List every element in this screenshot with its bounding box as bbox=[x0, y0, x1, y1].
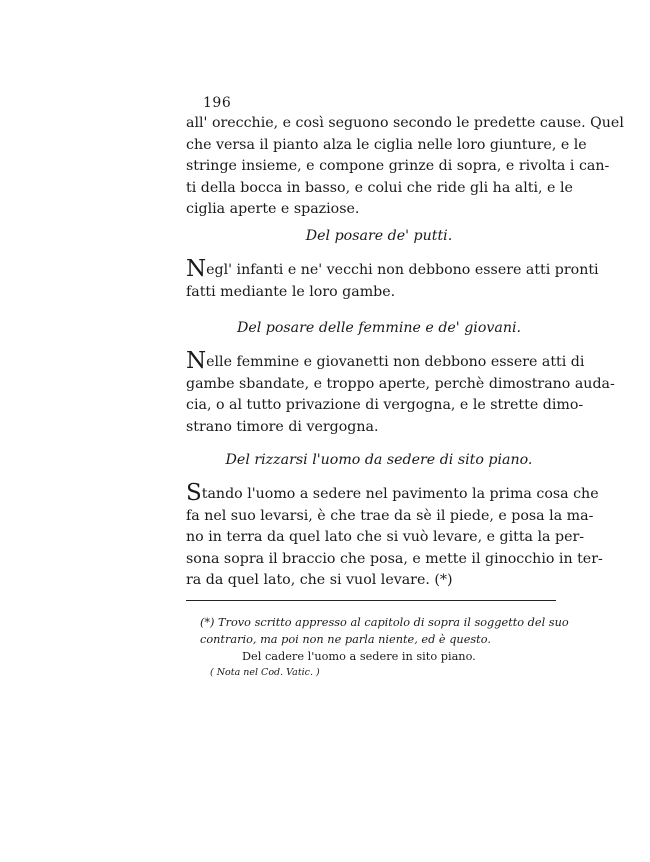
section-heading-rizzarsi: Del rizzarsi l'uomo da sedere di sito piano. bbox=[225, 452, 533, 468]
text-line: all' orecchie, e così seguono secondo le predette cause. Quel bbox=[186, 115, 624, 131]
drop-cap: N bbox=[186, 256, 207, 282]
text-line: ti della bocca in basso, e colui che ride gli ha alti, e le bbox=[186, 179, 573, 196]
section-heading-putti: Del posare de' putti. bbox=[305, 228, 453, 244]
text-line: fatti mediante le loro gambe. bbox=[186, 283, 396, 300]
text-line: no in terra da quel lato che si vuò levare, e gitta la per- bbox=[186, 529, 585, 546]
footnote-line: (*) Trovo scritto appresso al capitolo di sopra il soggetto del suo bbox=[200, 616, 569, 629]
text-line: stringe insieme, e compone grinze di sopra, e rivolta i can- bbox=[186, 158, 610, 175]
text-line: tando l'uomo a sedere nel pavimento la prima cosa che bbox=[201, 486, 599, 502]
text-line: ra da quel lato, che si vuol levare. (*) bbox=[186, 572, 453, 589]
footnote-line: Del cadere l'uomo a sedere in sito piano. bbox=[242, 650, 476, 663]
text-line: gambe sbandate, e troppo aperte, perchè dimostrano auda- bbox=[186, 375, 615, 392]
paragraph-putti bbox=[186, 256, 599, 303]
paragraph-rizzarsi bbox=[186, 480, 603, 592]
text-line: cia, o al tutto privazione di vergogna, e le strette dimo- bbox=[186, 397, 584, 414]
text-line: strano timore di vergogna. bbox=[186, 418, 379, 435]
drop-cap: S bbox=[186, 480, 202, 506]
text-line: ciglia aperte e spaziose. bbox=[186, 201, 360, 218]
text-line: egl' infanti e ne' vecchi non debbono essere atti pronti bbox=[206, 262, 599, 278]
text-line: elle femmine e giovanetti non debbono essere atti di bbox=[206, 354, 585, 370]
text-line: fa nel suo levarsi, è che trae da sè il piede, e posa la ma- bbox=[186, 507, 594, 524]
section-heading-femmine: Del posare delle femmine e de' giovani. bbox=[236, 320, 522, 336]
footnote-line: contrario, ma poi non ne parla niente, ed è questo. bbox=[200, 633, 491, 646]
footnote-divider bbox=[186, 600, 556, 601]
footnote-source-tag: ( Nota nel Cod. Vatic. ) bbox=[210, 667, 320, 678]
drop-cap: N bbox=[186, 348, 207, 374]
paragraph-femmine bbox=[186, 348, 615, 438]
text-line: che versa il pianto alza le ciglia nelle loro giunture, e le bbox=[186, 136, 587, 153]
paragraph-continued bbox=[186, 113, 624, 221]
page-number: 196 bbox=[203, 95, 232, 111]
text-line: sona sopra il braccio che posa, e mette il ginocchio in ter- bbox=[186, 550, 603, 567]
footnote bbox=[200, 614, 569, 665]
